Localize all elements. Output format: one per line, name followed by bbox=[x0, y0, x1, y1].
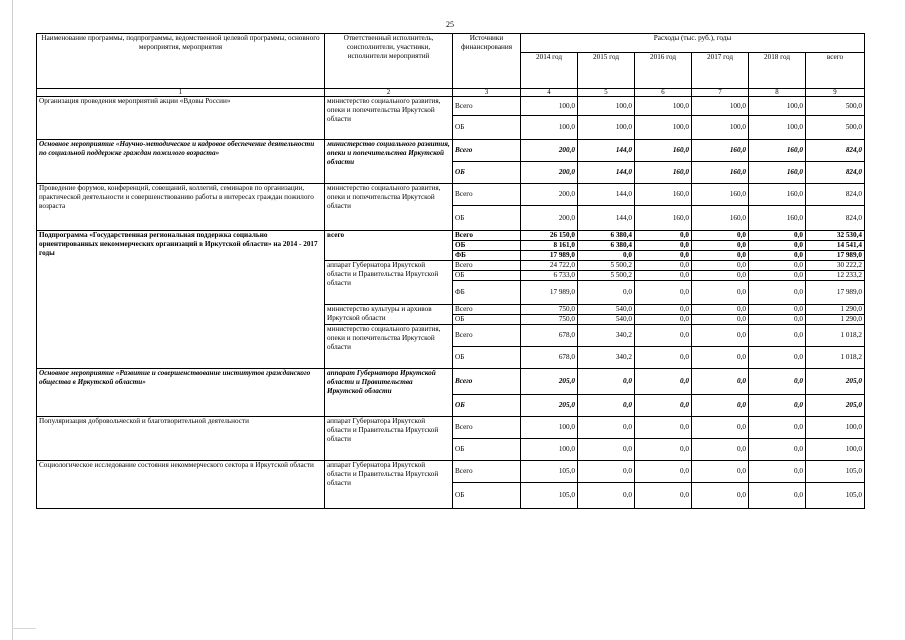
value-cell: 24 722,0 bbox=[521, 261, 578, 271]
value-cell: 540,0 bbox=[578, 315, 635, 325]
value-cell: 0,0 bbox=[749, 261, 806, 271]
value-cell: 0,0 bbox=[635, 261, 692, 271]
header-source: Источники финансирования bbox=[453, 34, 521, 89]
source-cell: ОБ bbox=[453, 241, 521, 251]
value-cell: 160,0 bbox=[749, 162, 806, 184]
value-cell: 0,0 bbox=[692, 369, 749, 395]
col-number: 9 bbox=[806, 89, 865, 97]
table-row bbox=[37, 140, 865, 162]
value-cell: 200,0 bbox=[521, 206, 578, 231]
value-cell: 0,0 bbox=[578, 439, 635, 461]
value-cell: 750,0 bbox=[521, 315, 578, 325]
value-cell: 205,0 bbox=[806, 369, 865, 395]
value-cell: 0,0 bbox=[635, 369, 692, 395]
row-name: Проведение форумов, конференций, совещаний, коллегий, семинаров по организации, практической деятельности и совершенствованию работы в интересах граждан пожилого возраста bbox=[37, 184, 325, 231]
row-name: Популяризация добровольческой и благотворительной деятельности bbox=[37, 417, 325, 461]
value-cell: 0,0 bbox=[692, 439, 749, 461]
value-cell: 144,0 bbox=[578, 140, 635, 162]
value-cell: 0,0 bbox=[749, 271, 806, 281]
value-cell: 160,0 bbox=[635, 162, 692, 184]
col-number: 1 bbox=[37, 89, 325, 97]
value-cell: 0,0 bbox=[578, 417, 635, 439]
value-cell: 160,0 bbox=[749, 206, 806, 231]
value-cell: 1 018,2 bbox=[806, 347, 865, 369]
value-cell: 160,0 bbox=[635, 184, 692, 206]
source-cell: ФБ bbox=[453, 281, 521, 305]
value-cell: 340,2 bbox=[578, 325, 635, 347]
col-number: 4 bbox=[521, 89, 578, 97]
row-executor: министерство социального развития, опеки и попечительства Иркутской области bbox=[325, 140, 453, 184]
source-cell: ОБ bbox=[453, 483, 521, 509]
value-cell: 0,0 bbox=[635, 347, 692, 369]
table-row bbox=[37, 461, 865, 483]
value-cell: 205,0 bbox=[521, 369, 578, 395]
value-cell: 0,0 bbox=[749, 305, 806, 315]
header-year: 2015 год bbox=[578, 53, 635, 89]
value-cell: 105,0 bbox=[521, 483, 578, 509]
value-cell: 0,0 bbox=[692, 271, 749, 281]
value-cell: 0,0 bbox=[578, 281, 635, 305]
col-number: 5 bbox=[578, 89, 635, 97]
value-cell: 200,0 bbox=[521, 184, 578, 206]
subprogram-name: Подпрограмма «Государственная региональная поддержка социально ориентированных некоммерческих организаций в Иркутской области» на 2014 - 2017 годы bbox=[37, 231, 325, 369]
value-cell: 100,0 bbox=[578, 97, 635, 116]
value-cell: 160,0 bbox=[635, 206, 692, 231]
value-cell: 160,0 bbox=[692, 140, 749, 162]
table-row bbox=[37, 97, 865, 116]
value-cell: 1 290,0 bbox=[806, 305, 865, 315]
row-executor: аппарат Губернатора Иркутской области и Правительства Иркутской области bbox=[325, 461, 453, 509]
value-cell: 824,0 bbox=[806, 206, 865, 231]
value-cell: 144,0 bbox=[578, 184, 635, 206]
value-cell: 5 500,2 bbox=[578, 271, 635, 281]
value-cell: 100,0 bbox=[692, 97, 749, 116]
value-cell: 100,0 bbox=[578, 116, 635, 140]
value-cell: 100,0 bbox=[521, 97, 578, 116]
table-row bbox=[37, 417, 865, 439]
source-cell: Всего bbox=[453, 231, 521, 241]
row-name: Основное мероприятие «Развитие и совершенствование институтов гражданского общества в Иркутской области» bbox=[37, 369, 325, 417]
value-cell: 500,0 bbox=[806, 116, 865, 140]
value-cell: 0,0 bbox=[749, 251, 806, 261]
value-cell: 0,0 bbox=[635, 241, 692, 251]
value-cell: 0,0 bbox=[635, 439, 692, 461]
source-cell: Всего bbox=[453, 305, 521, 315]
value-cell: 0,0 bbox=[692, 325, 749, 347]
value-cell: 5 500,2 bbox=[578, 261, 635, 271]
source-cell: Всего bbox=[453, 261, 521, 271]
header-executor: Ответственный исполнитель, соисполнители, участники, исполнители мероприятий bbox=[325, 34, 453, 89]
scan-corner-mark bbox=[12, 628, 36, 629]
source-cell: Всего bbox=[453, 417, 521, 439]
source-cell: Всего bbox=[453, 97, 521, 116]
source-cell: ОБ bbox=[453, 271, 521, 281]
source-cell: ОБ bbox=[453, 206, 521, 231]
value-cell: 8 161,0 bbox=[521, 241, 578, 251]
value-cell: 14 541,4 bbox=[806, 241, 865, 251]
value-cell: 0,0 bbox=[635, 483, 692, 509]
value-cell: 17 989,0 bbox=[521, 281, 578, 305]
value-cell: 12 233,2 bbox=[806, 271, 865, 281]
value-cell: 6 380,4 bbox=[578, 231, 635, 241]
value-cell: 824,0 bbox=[806, 184, 865, 206]
row-executor: аппарат Губернатора Иркутской области и Правительства Иркутской области bbox=[325, 417, 453, 461]
value-cell: 0,0 bbox=[635, 461, 692, 483]
source-cell: ОБ bbox=[453, 395, 521, 417]
value-cell: 0,0 bbox=[578, 483, 635, 509]
col-number: 3 bbox=[453, 89, 521, 97]
source-cell: ОБ bbox=[453, 347, 521, 369]
row-name: Социологическое исследование состояния некоммерческого сектора в Иркутской области bbox=[37, 461, 325, 509]
value-cell: 100,0 bbox=[635, 116, 692, 140]
col-number: 7 bbox=[692, 89, 749, 97]
header-year: 2016 год bbox=[635, 53, 692, 89]
value-cell: 0,0 bbox=[692, 315, 749, 325]
value-cell: 678,0 bbox=[521, 347, 578, 369]
value-cell: 0,0 bbox=[692, 347, 749, 369]
value-cell: 0,0 bbox=[692, 241, 749, 251]
row-name: Основное мероприятие «Научно-методическое и кадровое обеспечение деятельности по социальной поддержке граждан пожилого возраста» bbox=[37, 140, 325, 184]
value-cell: 100,0 bbox=[692, 116, 749, 140]
table-row bbox=[37, 184, 865, 206]
value-cell: 0,0 bbox=[692, 395, 749, 417]
row-executor: аппарат Губернатора Иркутской области и Правительства Иркутской области bbox=[325, 261, 453, 305]
source-cell: ОБ bbox=[453, 162, 521, 184]
value-cell: 0,0 bbox=[578, 369, 635, 395]
value-cell: 6 380,4 bbox=[578, 241, 635, 251]
value-cell: 17 989,0 bbox=[521, 251, 578, 261]
scan-edge-line bbox=[12, 0, 13, 640]
value-cell: 824,0 bbox=[806, 140, 865, 162]
header-total: всего bbox=[806, 53, 865, 89]
table-row bbox=[37, 231, 865, 241]
value-cell: 0,0 bbox=[749, 483, 806, 509]
value-cell: 500,0 bbox=[806, 97, 865, 116]
value-cell: 0,0 bbox=[692, 483, 749, 509]
value-cell: 0,0 bbox=[635, 315, 692, 325]
value-cell: 540,0 bbox=[578, 305, 635, 315]
value-cell: 824,0 bbox=[806, 162, 865, 184]
col-number: 6 bbox=[635, 89, 692, 97]
source-cell: Всего bbox=[453, 369, 521, 395]
value-cell: 0,0 bbox=[749, 315, 806, 325]
source-cell: ФБ bbox=[453, 251, 521, 261]
value-cell: 0,0 bbox=[635, 251, 692, 261]
header-year: 2017 год bbox=[692, 53, 749, 89]
value-cell: 205,0 bbox=[806, 395, 865, 417]
value-cell: 160,0 bbox=[692, 206, 749, 231]
value-cell: 105,0 bbox=[521, 461, 578, 483]
value-cell: 340,2 bbox=[578, 347, 635, 369]
value-cell: 100,0 bbox=[749, 97, 806, 116]
value-cell: 0,0 bbox=[749, 231, 806, 241]
value-cell: 0,0 bbox=[578, 395, 635, 417]
value-cell: 205,0 bbox=[521, 395, 578, 417]
value-cell: 100,0 bbox=[806, 417, 865, 439]
value-cell: 160,0 bbox=[749, 184, 806, 206]
col-number: 2 bbox=[325, 89, 453, 97]
row-name: Организация проведения мероприятий акции «Вдовы России» bbox=[37, 97, 325, 140]
value-cell: 0,0 bbox=[749, 461, 806, 483]
value-cell: 160,0 bbox=[692, 162, 749, 184]
value-cell: 100,0 bbox=[521, 116, 578, 140]
row-executor: аппарат Губернатора Иркутской области и Правительства Иркутской области bbox=[325, 369, 453, 417]
col-number: 8 bbox=[749, 89, 806, 97]
value-cell: 0,0 bbox=[749, 241, 806, 251]
value-cell: 105,0 bbox=[806, 483, 865, 509]
source-cell: Всего bbox=[453, 140, 521, 162]
value-cell: 0,0 bbox=[635, 395, 692, 417]
source-cell: Всего bbox=[453, 184, 521, 206]
value-cell: 678,0 bbox=[521, 325, 578, 347]
value-cell: 0,0 bbox=[635, 281, 692, 305]
value-cell: 6 733,0 bbox=[521, 271, 578, 281]
value-cell: 160,0 bbox=[749, 140, 806, 162]
value-cell: 0,0 bbox=[692, 461, 749, 483]
value-cell: 0,0 bbox=[749, 325, 806, 347]
row-executor: министерство социального развития, опеки и попечительства Иркутской области bbox=[325, 184, 453, 231]
value-cell: 100,0 bbox=[806, 439, 865, 461]
value-cell: 0,0 bbox=[692, 281, 749, 305]
value-cell: 0,0 bbox=[635, 231, 692, 241]
value-cell: 0,0 bbox=[749, 439, 806, 461]
value-cell: 17 989,0 bbox=[806, 281, 865, 305]
value-cell: 0,0 bbox=[635, 417, 692, 439]
value-cell: 0,0 bbox=[692, 305, 749, 315]
value-cell: 144,0 bbox=[578, 162, 635, 184]
value-cell: 0,0 bbox=[749, 369, 806, 395]
value-cell: 0,0 bbox=[635, 325, 692, 347]
header-year: 2014 год bbox=[521, 53, 578, 89]
value-cell: 26 150,0 bbox=[521, 231, 578, 241]
value-cell: 144,0 bbox=[578, 206, 635, 231]
value-cell: 200,0 bbox=[521, 140, 578, 162]
value-cell: 160,0 bbox=[635, 140, 692, 162]
row-executor: министерство социального развития, опеки и попечительства Иркутской области bbox=[325, 97, 453, 140]
source-cell: ОБ bbox=[453, 315, 521, 325]
value-cell: 200,0 bbox=[521, 162, 578, 184]
header-name: Наименование программы, подпрограммы, ведомственной целевой программы, основного мероприятия, мероприятия bbox=[37, 34, 325, 89]
row-executor: министерство социального развития, опеки и попечительства Иркутской области bbox=[325, 325, 453, 369]
value-cell: 0,0 bbox=[749, 281, 806, 305]
source-cell: ОБ bbox=[453, 116, 521, 140]
value-cell: 30 222,2 bbox=[806, 261, 865, 271]
value-cell: 0,0 bbox=[749, 417, 806, 439]
value-cell: 32 530,4 bbox=[806, 231, 865, 241]
budget-table bbox=[36, 33, 865, 509]
value-cell: 1 290,0 bbox=[806, 315, 865, 325]
value-cell: 100,0 bbox=[521, 417, 578, 439]
value-cell: 0,0 bbox=[692, 251, 749, 261]
header-costs: Расходы (тыс. руб.), годы bbox=[521, 34, 865, 53]
row-executor: министерство культуры и архивов Иркутской области bbox=[325, 305, 453, 325]
value-cell: 750,0 bbox=[521, 305, 578, 315]
value-cell: 160,0 bbox=[692, 184, 749, 206]
value-cell: 100,0 bbox=[521, 439, 578, 461]
source-cell: ОБ bbox=[453, 439, 521, 461]
value-cell: 0,0 bbox=[749, 395, 806, 417]
value-cell: 0,0 bbox=[692, 261, 749, 271]
value-cell: 0,0 bbox=[692, 417, 749, 439]
value-cell: 0,0 bbox=[692, 231, 749, 241]
row-executor: всего bbox=[325, 231, 453, 261]
value-cell: 0,0 bbox=[578, 461, 635, 483]
value-cell: 105,0 bbox=[806, 461, 865, 483]
value-cell: 17 989,0 bbox=[806, 251, 865, 261]
value-cell: 1 018,2 bbox=[806, 325, 865, 347]
value-cell: 0,0 bbox=[749, 347, 806, 369]
value-cell: 0,0 bbox=[635, 271, 692, 281]
source-cell: Всего bbox=[453, 325, 521, 347]
value-cell: 0,0 bbox=[578, 251, 635, 261]
source-cell: Всего bbox=[453, 461, 521, 483]
column-number-row bbox=[37, 89, 865, 97]
value-cell: 100,0 bbox=[635, 97, 692, 116]
header-year: 2018 год bbox=[749, 53, 806, 89]
value-cell: 100,0 bbox=[749, 116, 806, 140]
value-cell: 0,0 bbox=[635, 305, 692, 315]
page-number: 25 bbox=[446, 20, 454, 29]
table-row bbox=[37, 369, 865, 395]
